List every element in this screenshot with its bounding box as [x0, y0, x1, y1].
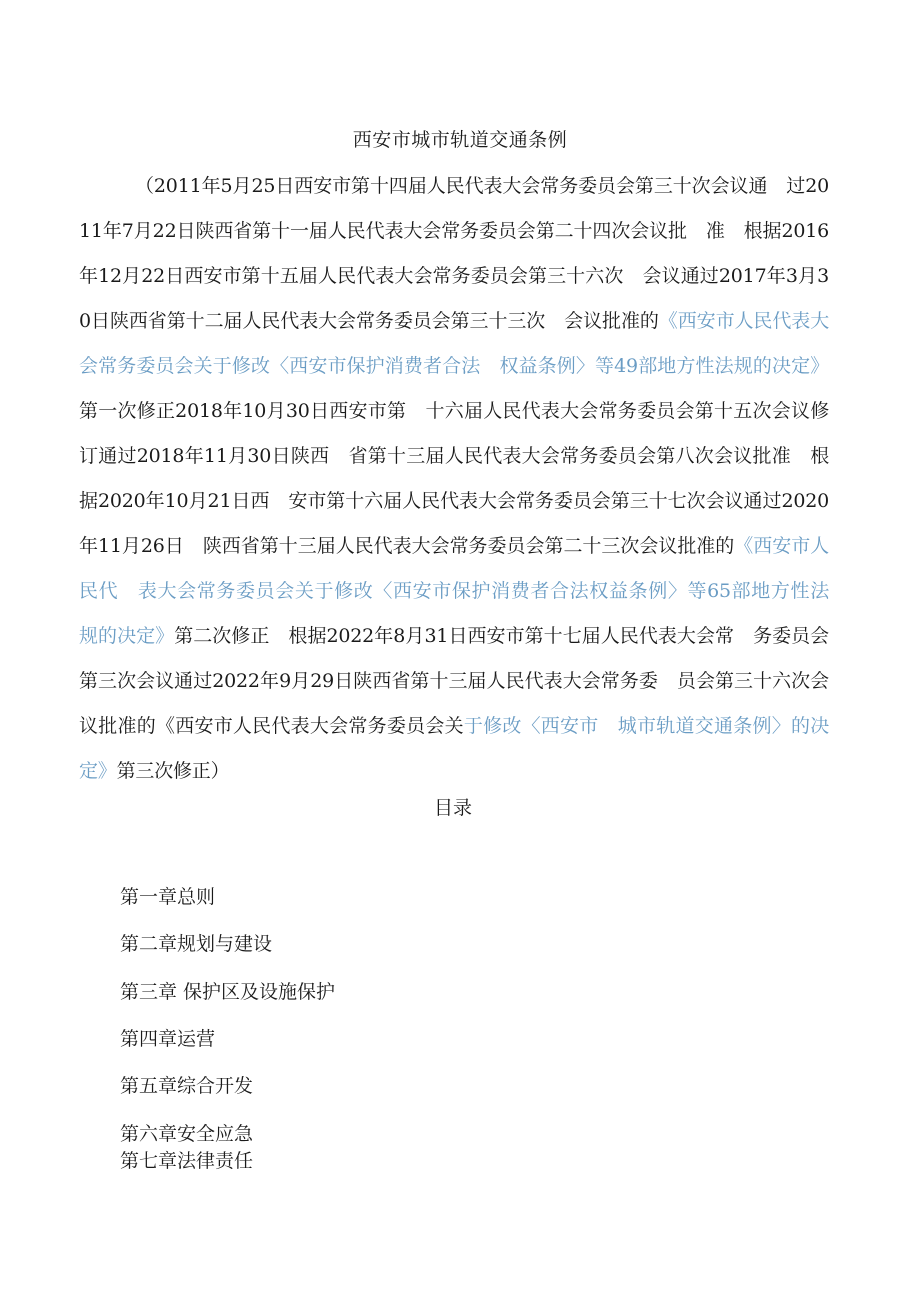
toc-item-chapter-2[interactable]: 第二章规划与建设 — [120, 933, 273, 955]
toc-item-chapter-7[interactable]: 第七章法律责任 — [120, 1150, 254, 1172]
amendment-link-rail-transit[interactable]: 于修改〈西安市 城市轨道交通条例〉的决定》 — [79, 715, 829, 782]
amendment-link-49-regulations[interactable]: 《西安市人民代表大会常务委员会关于修改〈西安市保护消费者合法 权益条例〉等49部地方性法规的决定》 — [79, 310, 830, 377]
history-text-1: （2011年5月25日西安市第十四届人民代表大会常务委员会第三十次会议通 过2011年7月22日陕西省第十一届人民代表大会常务委员会第二十四次会议批 准 根据2016年12月22日西安市第十五届人民代表大会常务委员会第三十六次 会议通过2017年3月30日陕西省第十二届人民代表大会常务委员会第三十三次 会议批准的 — [79, 175, 829, 332]
document-title: 西安市城市轨道交通条例 — [352, 129, 568, 151]
history-text-4: 第三次修正） — [116, 760, 230, 782]
toc-item-chapter-1[interactable]: 第一章总则 — [120, 886, 216, 908]
amendment-link-65-regulations[interactable]: 《西安市人民代 表大会常务委员会关于修改〈西安市保护消费者合法权益条例〉等65部地方性法 规的决定》 — [79, 535, 848, 647]
toc-item-chapter-4[interactable]: 第四章运营 — [120, 1028, 216, 1050]
amendment-history — [79, 164, 848, 794]
history-text-3: 第二次修正 根据2022年8月31日西安市第十七届人民代表大会常 务委员会第三次会议通过2022年9月29日陕西省第十三届人民代表大会常务委 员会第三十六次会议批准的《西安市人民代表大会常务委员会关 — [79, 625, 829, 737]
toc-item-chapter-5[interactable]: 第五章综合开发 — [120, 1075, 254, 1097]
toc-title: 目录 — [433, 797, 472, 819]
history-text-2: 第一次修正2018年10月30日西安市第 十六届人民代表大会常务委员会第十五次会议修订通过2018年11月30日陕西 省第十三届人民代表大会常务委员会第八次会议批准 根据2020年10月21日西 安市第十六届人民代表大会常务委员会第三十七次会议通过2020年11月26日 陕西省第十三届人民代表大会常务委员会第二十三次会议批准的 — [79, 400, 829, 557]
toc-item-chapter-6[interactable]: 第六章安全应急 — [120, 1123, 254, 1145]
toc-item-chapter-3[interactable]: 第三章 保护区及设施保护 — [120, 981, 336, 1003]
